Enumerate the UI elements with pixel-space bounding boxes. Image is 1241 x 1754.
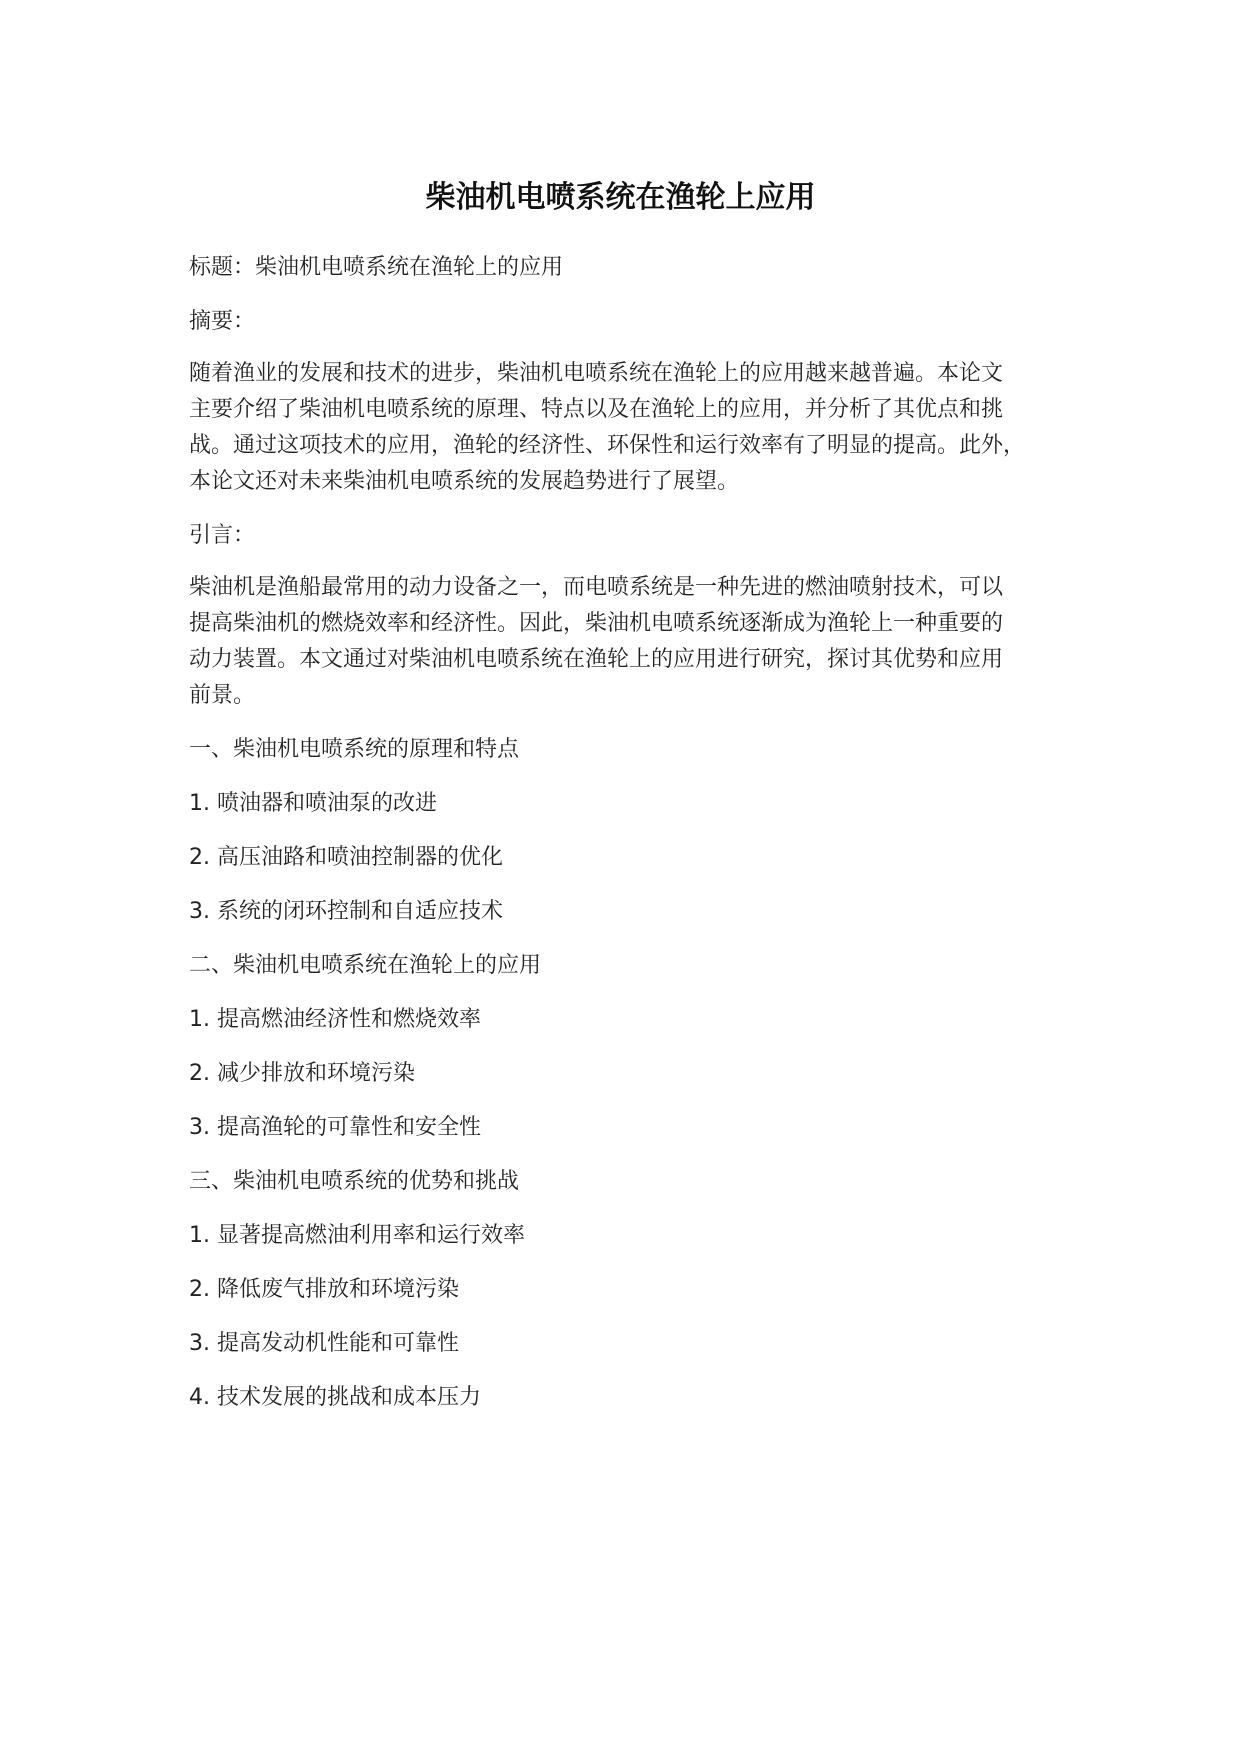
list-item: 2. 减少排放和环境污染 xyxy=(189,1061,415,1086)
section-heading: 二、柴油机电喷系统在渔轮上的应用 xyxy=(189,953,542,978)
section-heading: 三、柴油机电喷系统的优势和挑战 xyxy=(189,1169,520,1194)
list-item: 4. 技术发展的挑战和成本压力 xyxy=(189,1385,481,1410)
list-item: 3. 系统的闭环控制和自适应技术 xyxy=(189,899,503,924)
section1-heading-block xyxy=(189,730,1079,770)
intro-line: 前景。 xyxy=(189,683,256,708)
section3-item-block xyxy=(189,1378,1079,1418)
abstract-paragraph xyxy=(189,356,1079,500)
list-item: 1. 提高燃油经济性和燃烧效率 xyxy=(189,1007,481,1032)
intro-line: 动力装置。本文通过对柴油机电喷系统在渔轮上的应用进行研究，探讨其优势和应用 xyxy=(189,647,1004,672)
section3-item-block xyxy=(189,1270,1079,1310)
document-title: 柴油机电喷系统在渔轮上应用 xyxy=(425,180,816,215)
abstract-line: 随着渔业的发展和技术的进步，柴油机电喷系统在渔轮上的应用越来越普遍。本论文 xyxy=(189,361,1004,386)
section2-item-block xyxy=(189,1000,1079,1040)
section1-item-block xyxy=(189,892,1079,932)
list-item: 3. 提高发动机性能和可靠性 xyxy=(189,1331,459,1356)
list-item: 1. 喷油器和喷油泵的改进 xyxy=(189,791,437,816)
section1-item-block xyxy=(189,784,1079,824)
list-item: 2. 降低废气排放和环境污染 xyxy=(189,1277,459,1302)
intro-line: 提高柴油机的燃烧效率和经济性。因此，柴油机电喷系统逐渐成为渔轮上一种重要的 xyxy=(189,611,1004,636)
section3-heading-block xyxy=(189,1162,1079,1202)
intro-heading-block xyxy=(189,516,1079,556)
section1-item-block xyxy=(189,838,1079,878)
section3-item-block xyxy=(189,1324,1079,1364)
intro-line: 柴油机是渔船最常用的动力设备之一，而电喷系统是一种先进的燃油喷射技术，可以 xyxy=(189,575,1004,600)
section2-item-block xyxy=(189,1108,1079,1148)
title-label-text: 标题：柴油机电喷系统在渔轮上的应用 xyxy=(189,255,564,280)
abstract-heading: 摘要： xyxy=(189,309,256,334)
abstract-line: 本论文还对未来柴油机电喷系统的发展趋势进行了展望。 xyxy=(189,469,740,494)
intro-paragraph xyxy=(189,570,1079,714)
abstract-line: 战。通过这项技术的应用，渔轮的经济性、环保性和运行效率有了明显的提高。此外， xyxy=(189,433,1026,458)
abstract-line: 主要介绍了柴油机电喷系统的原理、特点以及在渔轮上的应用，并分析了其优点和挑 xyxy=(189,397,1004,422)
list-item: 3. 提高渔轮的可靠性和安全性 xyxy=(189,1115,481,1140)
section2-heading-block xyxy=(189,946,1079,986)
title-label-paragraph xyxy=(189,248,1079,288)
abstract-heading-block xyxy=(189,302,1079,342)
section2-item-block xyxy=(189,1054,1079,1094)
intro-heading: 引言： xyxy=(189,523,256,548)
section3-item-block xyxy=(189,1216,1079,1256)
section-heading: 一、柴油机电喷系统的原理和特点 xyxy=(189,737,520,762)
list-item: 1. 显著提高燃油利用率和运行效率 xyxy=(189,1223,525,1248)
list-item: 2. 高压油路和喷油控制器的优化 xyxy=(189,845,503,870)
